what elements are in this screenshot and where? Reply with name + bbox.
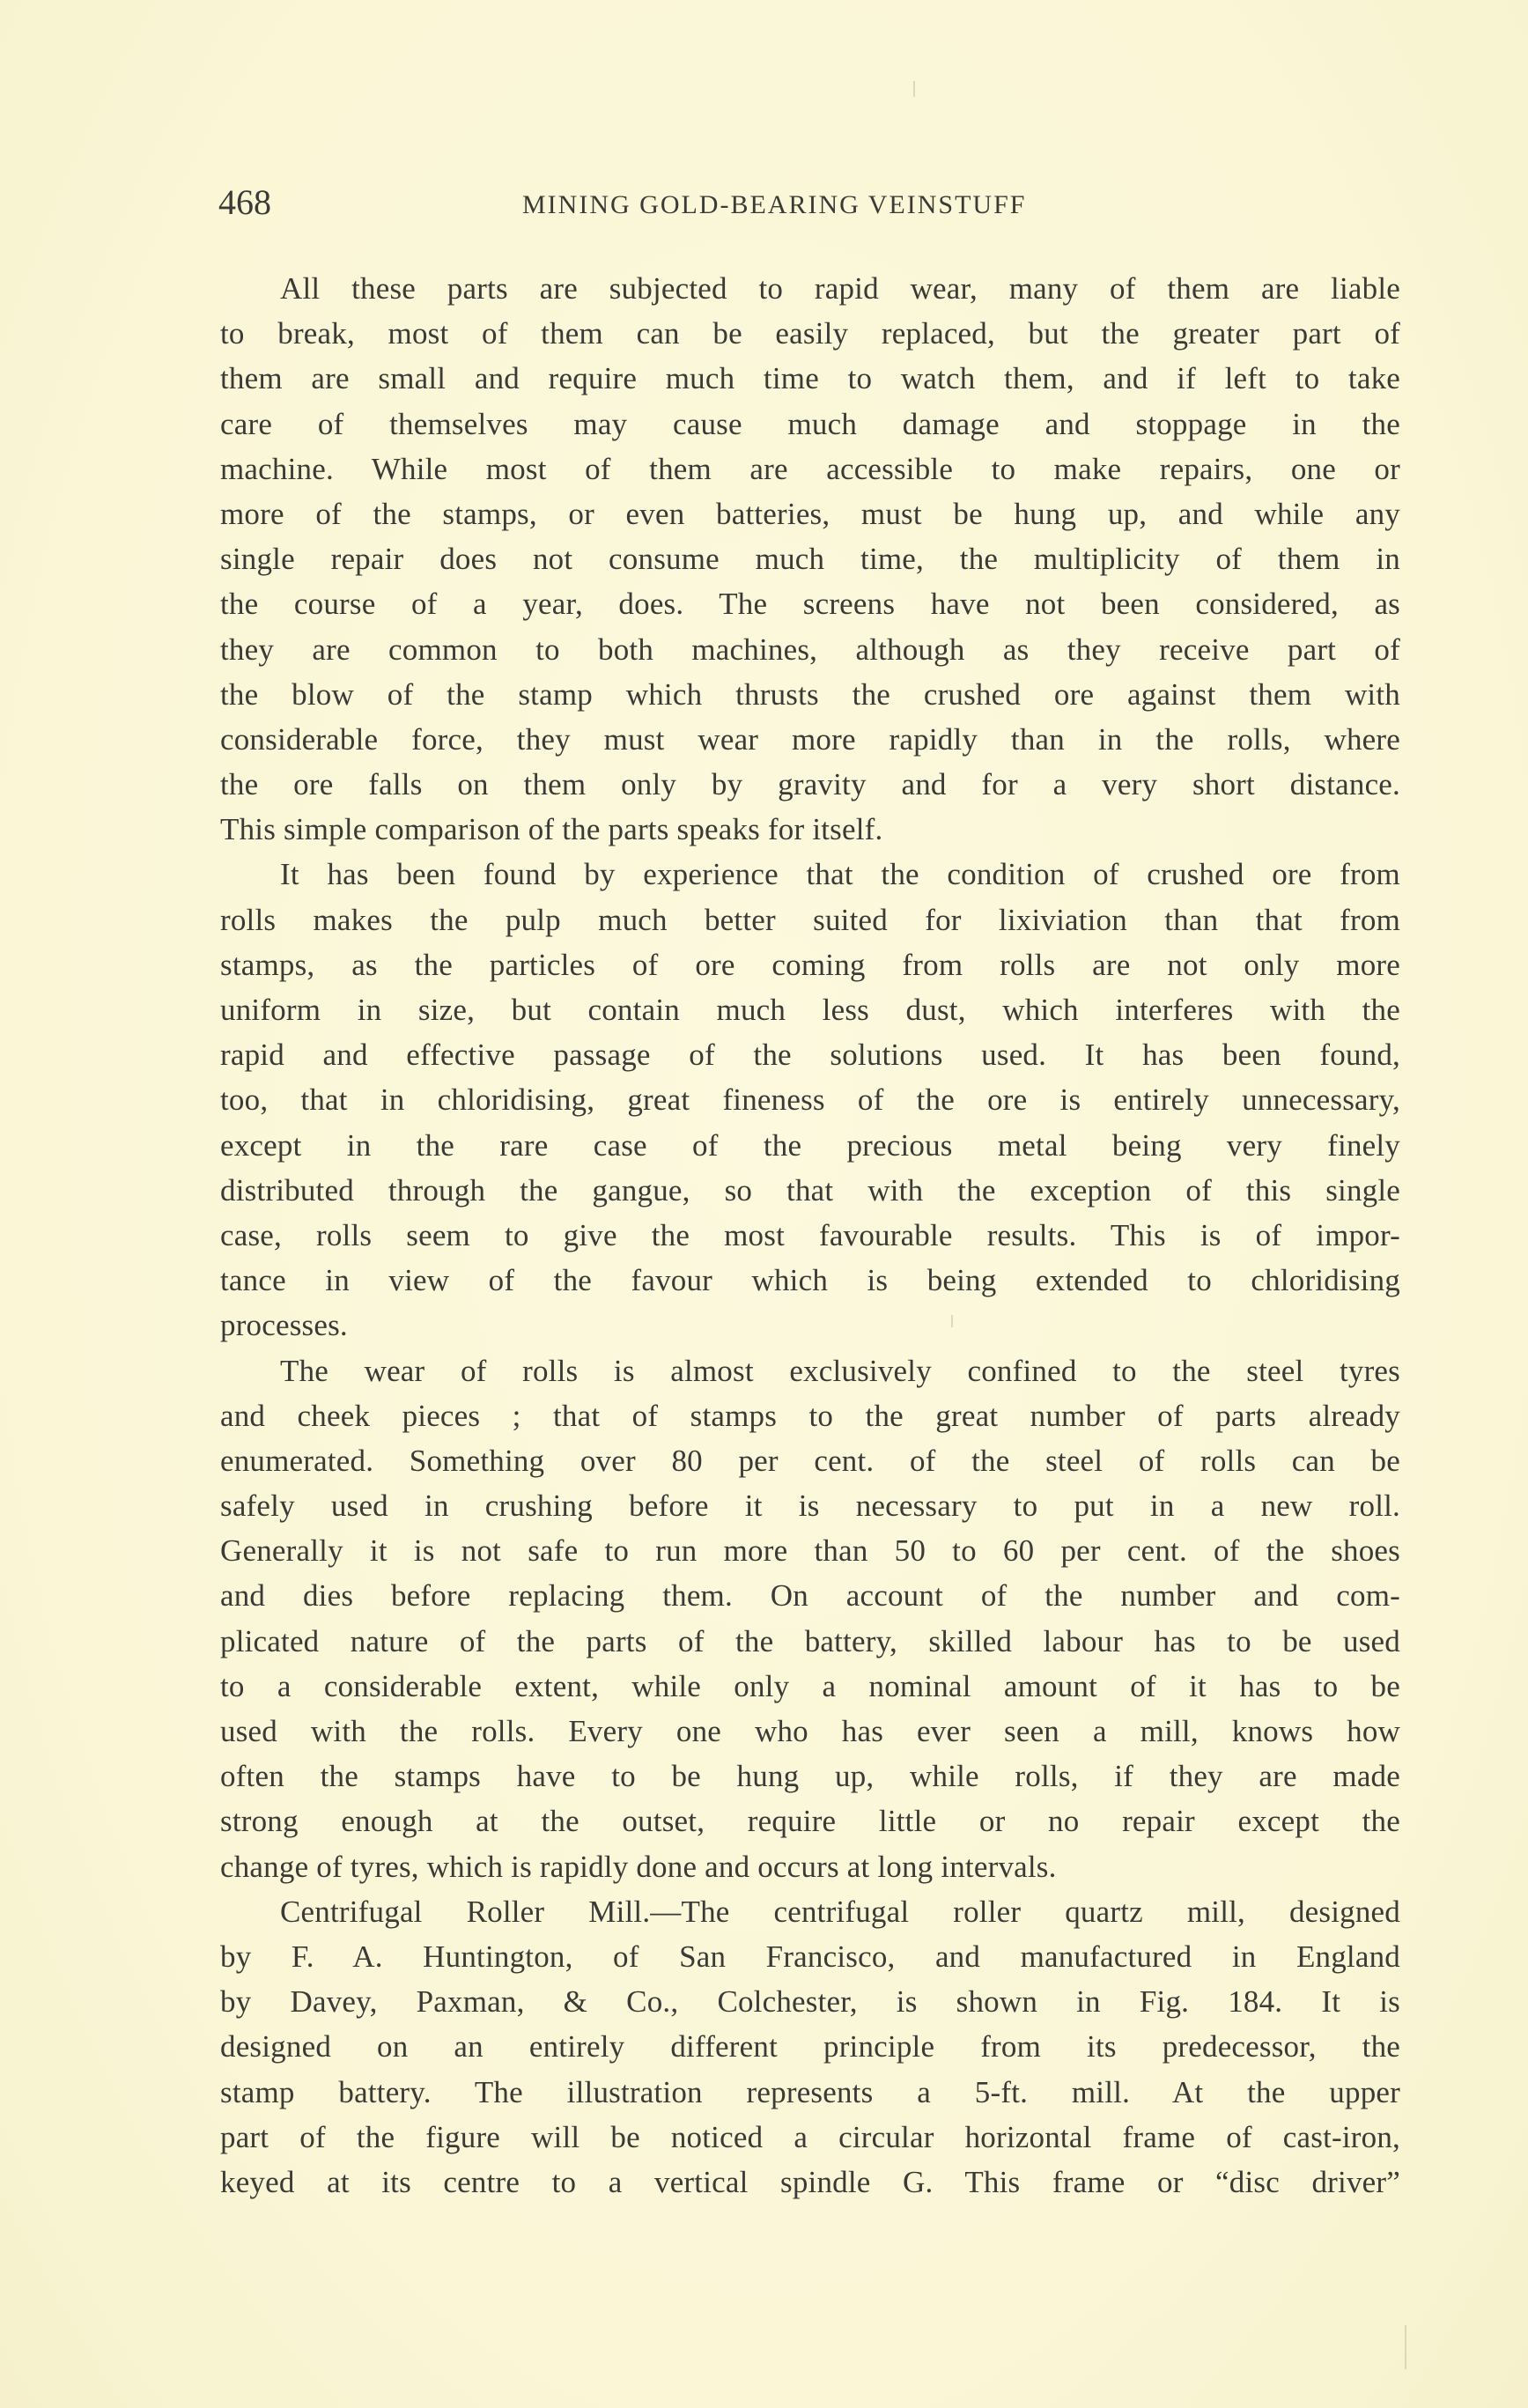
text-line: Generally it is not safe to run more than 50 to 60 per cent. of the shoes xyxy=(220,1533,1400,1569)
text-line: more of the stamps, or even batteries, must be hung up, and while any xyxy=(220,496,1400,531)
text-line: considerable force, they must wear more rapidly than in the rolls, where xyxy=(220,721,1400,757)
text-line: stamp battery. The illustration represents a 5-ft. mill. At the upper xyxy=(220,2074,1400,2109)
text-line: plicated nature of the parts of the battery, skilled labour has to be used xyxy=(220,1623,1400,1658)
text-line: distributed through the gangue, so that with the exception of this single xyxy=(220,1172,1400,1208)
text-line: by F. A. Huntington, of San Francisco, and manufactured in England xyxy=(220,1939,1400,1974)
text-line: machine. While most of them are accessible to make repairs, one or xyxy=(220,451,1400,486)
text-line: The wear of rolls is almost exclusively confined to the steel tyres xyxy=(280,1353,1400,1388)
text-line: keyed at its centre to a vertical spindle G. This frame or “disc driver” xyxy=(220,2164,1400,2199)
paper-mark xyxy=(951,1315,953,1327)
text-line: often the stamps have to be hung up, while rolls, if they are made xyxy=(220,1759,1400,1794)
text-line: they are common to both machines, although as they receive part of xyxy=(220,632,1400,667)
text-line: change of tyres, which is rapidly done and occurs at long intervals. xyxy=(220,1849,1057,1884)
paper-mark xyxy=(1405,2325,1406,2369)
text-line: rapid and effective passage of the solutions used. It has been found, xyxy=(220,1038,1400,1073)
page-number: 468 xyxy=(218,182,271,222)
running-title: MINING GOLD-BEARING VEINSTUFF xyxy=(522,190,1027,219)
text-line: used with the rolls. Every one who has ever seen a mill, knows how xyxy=(220,1714,1400,1748)
text-line: part of the figure will be noticed a circular horizontal frame of cast-iron, xyxy=(220,2119,1400,2154)
text-line: except in the rare case of the precious metal being very finely xyxy=(220,1127,1400,1163)
text-line: the course of a year, does. The screens have not been considered, as xyxy=(220,587,1400,622)
paper-mark xyxy=(913,81,915,97)
text-line: by Davey, Paxman, & Co., Colchester, is shown in Fig. 184. It is xyxy=(220,1984,1400,2020)
text-line: the ore falls on them only by gravity and for a very short distance. xyxy=(220,767,1400,802)
text-line: designed on an entirely different principle from its predecessor, the xyxy=(220,2029,1400,2065)
text-line: rolls makes the pulp much better suited for lixiviation than that from xyxy=(220,902,1400,937)
text-line: to a considerable extent, while only a nominal amount of it has to be xyxy=(220,1668,1400,1703)
text-line: Centrifugal Roller Mill.—The centrifugal roller quartz mill, designed xyxy=(280,1894,1400,1929)
text-line: too, that in chloridising, great fineness of the ore is entirely unnecessary, xyxy=(220,1082,1400,1118)
text-line: safely used in crushing before it is necessary to put in a new roll. xyxy=(220,1488,1400,1524)
text-line: the blow of the stamp which thrusts the crushed ore against them with xyxy=(220,676,1400,712)
text-line: to break, most of them can be easily replaced, but the greater part of xyxy=(220,316,1400,351)
text-line: processes. xyxy=(220,1308,348,1343)
text-line: and cheek pieces ; that of stamps to the great number of parts already xyxy=(220,1398,1400,1433)
text-line: This simple comparison of the parts speaks for itself. xyxy=(220,812,883,847)
text-line: enumerated. Something over 80 per cent. of the steel of rolls can be xyxy=(220,1443,1400,1478)
text-line: tance in view of the favour which is being extended to chloridising xyxy=(220,1263,1400,1298)
text-line: uniform in size, but contain much less dust, which interferes with the xyxy=(220,993,1400,1027)
text-line: care of themselves may cause much damage and stoppage in the xyxy=(220,406,1400,441)
page-header xyxy=(218,181,1400,234)
text-line: All these parts are subjected to rapid wear, many of them are liable xyxy=(280,271,1400,306)
text-line: them are small and require much time to watch them, and if left to take xyxy=(220,361,1400,396)
text-line: case, rolls seem to give the most favourable results. This is of impor- xyxy=(220,1217,1400,1252)
text-line: single repair does not consume much time, the multiplicity of them in xyxy=(220,542,1400,577)
body-text xyxy=(220,266,1400,2205)
text-line: stamps, as the particles of ore coming from rolls are not only more xyxy=(220,947,1400,982)
text-line: strong enough at the outset, require little or no repair except the xyxy=(220,1804,1400,1839)
text-line: It has been found by experience that the condition of crushed ore from xyxy=(280,857,1400,892)
text-line: and dies before replacing them. On account of the number and com- xyxy=(220,1578,1400,1614)
